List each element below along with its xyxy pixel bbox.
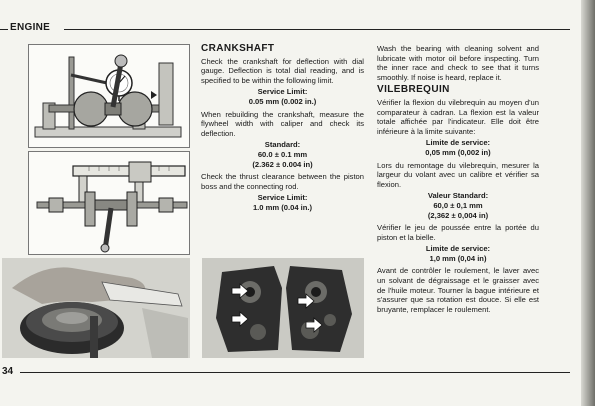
header-rule-left: [0, 29, 8, 30]
french-limit2-label: Limite de service:: [425, 244, 491, 254]
vilebrequin-heading: VILEBREQUIN: [377, 84, 450, 96]
dial-gauge-illustration: [29, 45, 189, 147]
french-standard-value-mm: 60,0 ± 0,1 mm: [433, 200, 483, 210]
english-limit2-label: Service Limit:: [257, 193, 308, 203]
french-service-limit-1: [377, 138, 539, 157]
caliper-illustration: [29, 152, 189, 254]
french-standard-value-in: (2,362 ± 0,004 in): [427, 210, 489, 220]
english-limit2-value: 1.0 mm (0.04 in.): [252, 202, 313, 212]
photo-bearing: [2, 258, 190, 358]
english-service-limit-2: [201, 193, 364, 212]
binding-edge: [581, 0, 595, 406]
french-limit1-value: 0,05 mm (0,002 in): [425, 147, 491, 157]
french-paragraph-roulement: Avant de contrôler le roulement, le laver avec un solvant de dégraissage et le graisser avec de l'huile moteur. Tourner la bague intérieure et s'assurer que sa rotation est douce. Si elle est bruyante, remplacer le roulement.: [377, 266, 539, 314]
english-paragraph-bearing: Wash the bearing with cleaning solvent and lubricate with motor oil before inspecting. Turn the inner race and check to see that it turns smoothly. If noise is heard, replace it.: [377, 44, 539, 82]
figure-caliper: [28, 151, 190, 255]
crankshaft-heading: CRANKSHAFT: [201, 43, 275, 54]
english-column: [201, 44, 364, 216]
french-paragraph-remontage: Lors du remontage du vilebrequin, mesurer la largeur du volant avec un calibre et vérifier sa flexion.: [377, 160, 539, 189]
french-standard: [377, 191, 539, 220]
figure-dial-gauge: [28, 44, 190, 148]
french-standard-label: Valeur Standard:: [427, 191, 489, 201]
bearing-photo-illustration: [2, 258, 190, 358]
english-limit1-value: 0.05 mm (0.002 in.): [248, 96, 317, 106]
english-standard-value-mm: 60.0 ± 0.1 mm: [257, 149, 308, 159]
english-service-limit-1: [201, 87, 364, 106]
crankcase-photo-illustration: [202, 258, 364, 358]
header-rule-right: [64, 29, 570, 30]
photo-crankcase: [202, 258, 364, 358]
section-title: ENGINE: [10, 22, 51, 33]
english-paragraph-deflection: Check the crankshaft for deflection with dial gauge. Deflection is total dial reading, and is specified to be within the following limit.: [201, 56, 364, 85]
footer-rule: [20, 372, 570, 373]
french-service-limit-2: [377, 244, 539, 263]
english-paragraph-rebuild: When rebuilding the crankshaft, measure the flywheel width with caliper and check its deflection.: [201, 109, 364, 138]
english-standard: [201, 140, 364, 169]
english-limit1-label: Service Limit:: [257, 87, 308, 97]
english-paragraph-thrust: Check the thrust clearance between the piston boss and the connecting rod.: [201, 172, 364, 191]
page-number: 34: [2, 366, 14, 377]
english-standard-value-in: (2.362 ± 0.004 in): [252, 159, 313, 169]
english-standard-label: Standard:: [264, 140, 301, 150]
french-limit1-label: Limite de service:: [425, 138, 491, 148]
french-limit2-value: 1,0 mm (0,04 in): [429, 253, 487, 263]
french-paragraph-jeu: Vérifier le jeu de poussée entre la portée du piston et la bielle.: [377, 223, 539, 242]
section-header: [0, 22, 570, 36]
french-column: [377, 44, 539, 316]
french-paragraph-flexion: Vérifier la flexion du vilebrequin au moyen d'un comparateur à cadran. La flexion est la valeur totale affichée par l'indicateur. Elle doit être inférieure à la limite suivante:: [377, 97, 539, 136]
